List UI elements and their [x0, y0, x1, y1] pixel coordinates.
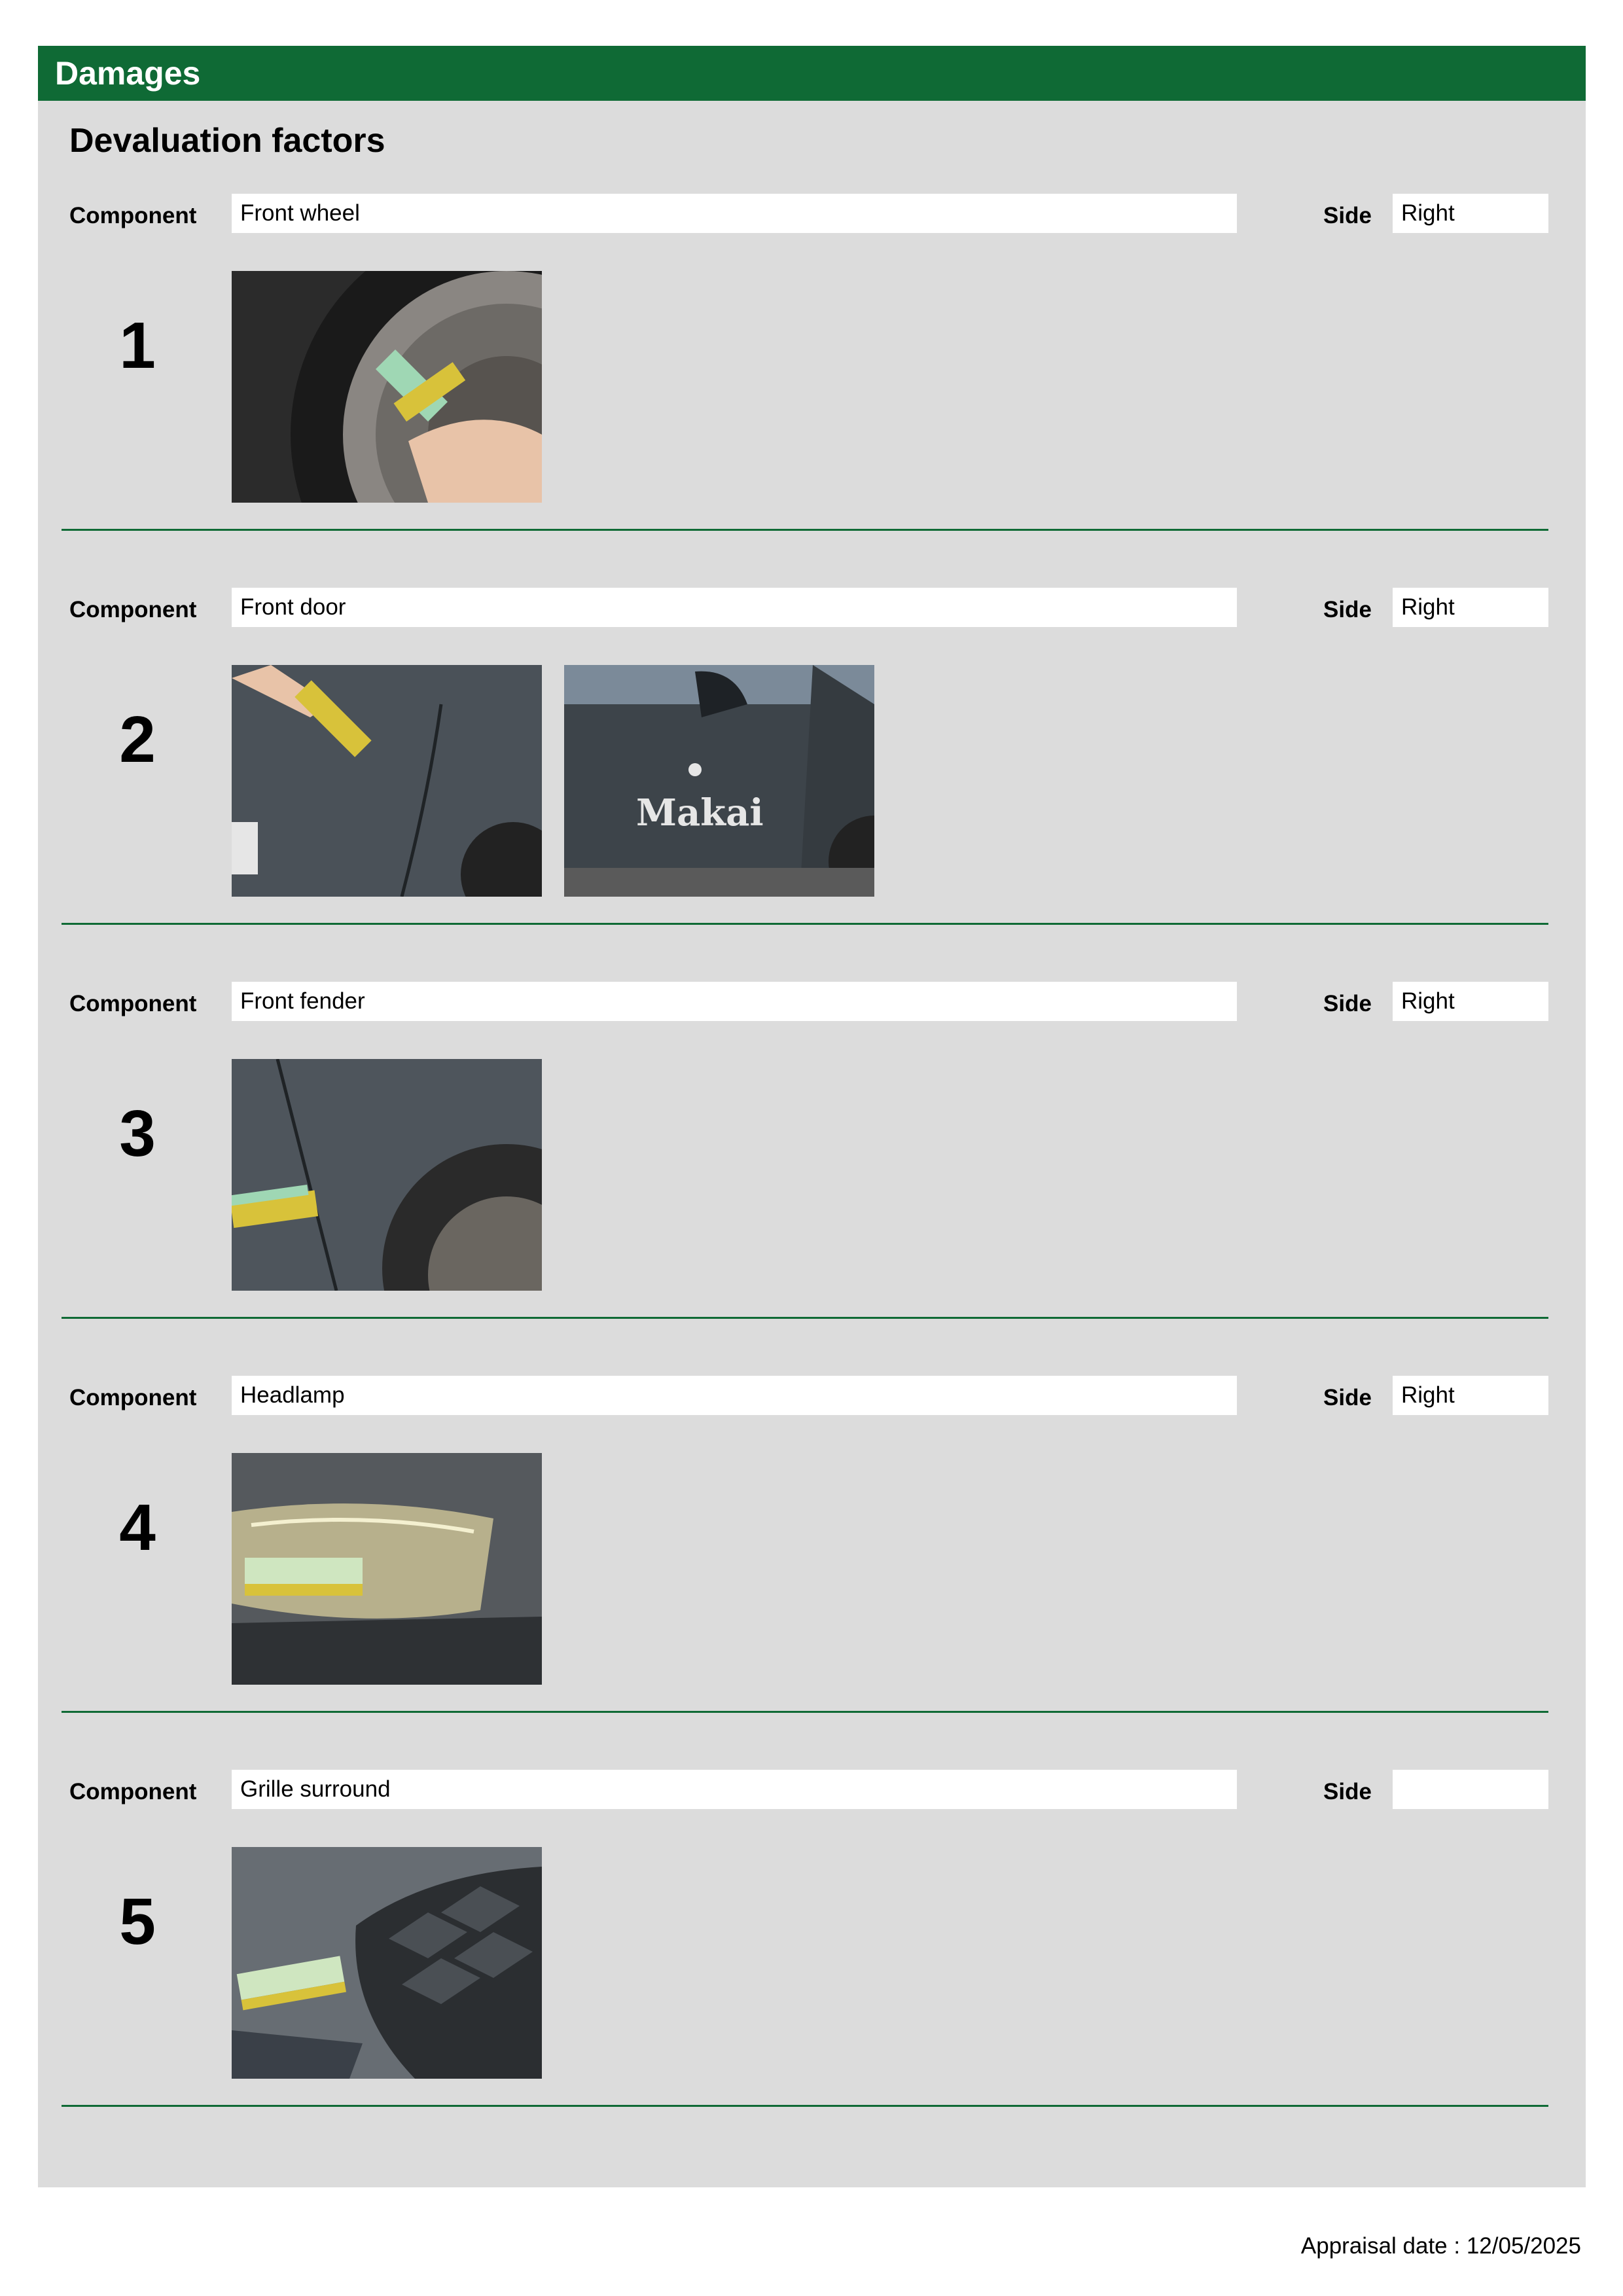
grille-damage-photo[interactable]: [232, 1847, 542, 2079]
entry-number: 3: [119, 1097, 156, 1170]
component-field: Headlamp: [232, 1376, 1237, 1415]
entry-number: 4: [119, 1491, 156, 1564]
damage-entry: [0, 982, 1623, 1377]
side-label: Side: [1323, 597, 1372, 622]
component-label: Component: [69, 1385, 197, 1410]
side-field: Right: [1393, 982, 1548, 1021]
entry-divider: [62, 923, 1548, 925]
component-field: Front wheel: [232, 194, 1237, 233]
entry-divider: [62, 2105, 1548, 2107]
fender-damage-photo[interactable]: [232, 1059, 542, 1291]
side-field: Right: [1393, 588, 1548, 627]
side-label: Side: [1323, 1779, 1372, 1804]
component-field: Front door: [232, 588, 1237, 627]
entry-number: 2: [119, 703, 156, 776]
side-label: Side: [1323, 203, 1372, 228]
header-title: Damages: [55, 55, 201, 92]
component-label: Component: [69, 1779, 197, 1804]
side-field: Right: [1393, 194, 1548, 233]
damage-entry: [0, 194, 1623, 589]
headlamp-damage-photo[interactable]: [232, 1453, 542, 1685]
entry-divider: [62, 1317, 1548, 1319]
side-field: Right: [1393, 1376, 1548, 1415]
damage-entry: [0, 1770, 1623, 2165]
damage-entry: [0, 588, 1623, 983]
side-label: Side: [1323, 991, 1372, 1016]
entry-number: 1: [119, 309, 156, 382]
side-label: Side: [1323, 1385, 1372, 1410]
entry-number: 5: [119, 1885, 156, 1958]
component-label: Component: [69, 203, 197, 228]
damage-entry: [0, 1376, 1623, 1771]
devaluation-factors-title: Devaluation factors: [69, 122, 385, 160]
makai-logo: Makai: [636, 791, 764, 834]
appraisal-date: Appraisal date : 12/05/2025: [1300, 2233, 1581, 2259]
component-label: Component: [69, 991, 197, 1016]
door-closeup-photo[interactable]: [232, 665, 542, 897]
entry-divider: [62, 529, 1548, 531]
section-header: [38, 46, 1586, 101]
door-overview-photo[interactable]: [564, 665, 874, 897]
component-field: Grille surround: [232, 1770, 1237, 1809]
wheel-damage-photo[interactable]: [232, 271, 542, 503]
component-label: Component: [69, 597, 197, 622]
side-field: [1393, 1770, 1548, 1809]
component-field: Front fender: [232, 982, 1237, 1021]
entry-divider: [62, 1711, 1548, 1713]
